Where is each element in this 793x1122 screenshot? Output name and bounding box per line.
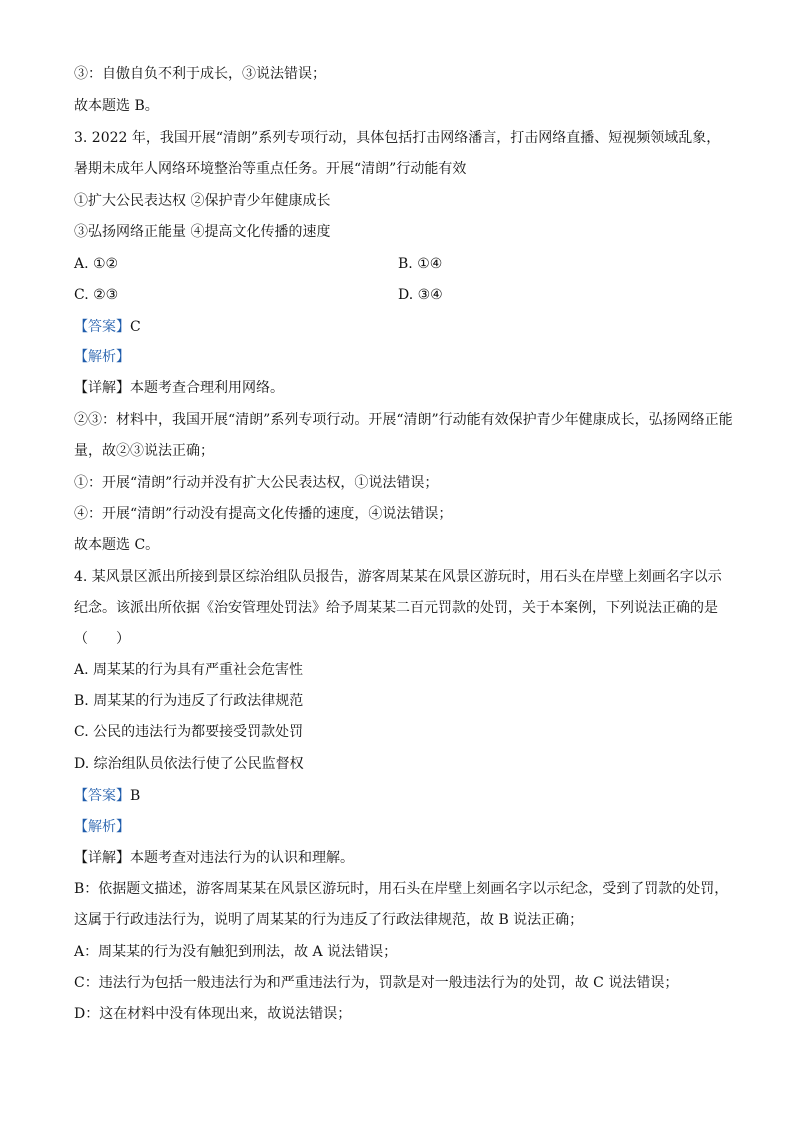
q3-stem-line-1: 3. 2022 年，我国开展“清朗”系列专项行动，具体包括打击网络潘言，打击网络直播、短视频领域乱象， — [74, 130, 721, 146]
prev-answer-conclusion: 故本题选 B。 — [74, 98, 159, 114]
q4-detail — [74, 848, 354, 868]
q4-analysis-tag: 【解析】 — [74, 819, 130, 835]
detail-tag: 【详解】 — [74, 850, 130, 866]
q4-option-b: B. 周某某的行为违反了行政法律规范 — [74, 693, 304, 709]
detail-text: 本题考查合理利用网络。 — [130, 380, 284, 396]
q3-option-d: D. ③④ — [398, 287, 443, 303]
detail-tag: 【详解】 — [74, 380, 130, 396]
answer-tag: 【答案】 — [74, 788, 130, 804]
q3-explanation-1a: ②③：材料中，我国开展“清朗”系列专项行动。开展“清朗”行动能有效保护青少年健康成长，弘扬网络正能 — [74, 412, 733, 428]
answer-value: B — [130, 788, 141, 804]
detail-text: 本题考查对违法行为的认识和理解。 — [130, 850, 354, 866]
q4-option-d: D. 综治组队员依法行使了公民监督权 — [74, 756, 304, 772]
q3-statements-1: ①扩大公民表达权 ②保护青少年健康成长 — [74, 193, 331, 209]
q3-analysis-tag: 【解析】 — [74, 349, 130, 365]
answer-tag: 【答案】 — [74, 319, 130, 335]
answer-value: C — [130, 319, 141, 335]
q4-stem-line-2: 纪念。该派出所依据《治安管理处罚法》给予周某某二百元罚款的处罚，关于本案例，下列说法正确的是 — [74, 600, 718, 616]
prev-explanation-line: ③：自傲自负不利于成长，③说法错误； — [74, 66, 326, 82]
q4-explanation-b-1: B：依据题文描述，游客周某某在风景区游玩时，用石头在岸壁上刻画名字以示纪念，受到了罚款的处罚， — [74, 881, 729, 897]
q4-option-c: C. 公民的违法行为都要接受罚款处罚 — [74, 724, 304, 740]
q3-explanation-1b: 量，故②③说法正确； — [74, 443, 214, 459]
q4-explanation-b-2: 这属于行政违法行为，说明了周某某的行为违反了行政法律规范，故 B 说法正确； — [74, 912, 584, 928]
q4-explanation-d: D：这在材料中没有体现出来，故说法错误； — [74, 1006, 352, 1022]
q4-stem-line-1: 4. 某风景区派出所接到景区综治组队员报告，游客周某某在风景区游玩时，用石头在岸壁上刻画名字以示 — [74, 569, 722, 585]
q3-answer — [74, 317, 141, 337]
q4-explanation-a: A：周某某的行为没有触犯到刑法，故 A 说法错误； — [74, 944, 398, 960]
q3-option-a: A. ①② — [74, 256, 119, 272]
q3-option-b: B. ①④ — [398, 256, 443, 272]
q3-stem-line-2: 暑期未成年人网络环境整治等重点任务。开展“清朗”行动能有效 — [74, 161, 467, 177]
q4-answer — [74, 786, 140, 806]
q3-option-c: C. ②③ — [74, 287, 119, 303]
q4-option-a: A. 周某某的行为具有严重社会危害性 — [74, 662, 304, 678]
q3-explanation-3: ④：开展“清朗”行动没有提高文化传播的速度，④说法错误； — [74, 506, 453, 522]
q4-explanation-c: C：违法行为包括一般违法行为和严重违法行为，罚款是对一般违法行为的处罚，故 C 说法错误； — [74, 975, 679, 991]
q3-explanation-2: ①：开展“清朗”行动并没有扩大公民表达权，①说法错误； — [74, 475, 439, 491]
q4-answer-parentheses: （ ） — [74, 631, 130, 647]
q3-statements-2: ③弘扬网络正能量 ④提高文化传播的速度 — [74, 224, 331, 240]
q3-detail — [74, 378, 284, 398]
q3-conclusion: 故本题选 C。 — [74, 537, 160, 553]
